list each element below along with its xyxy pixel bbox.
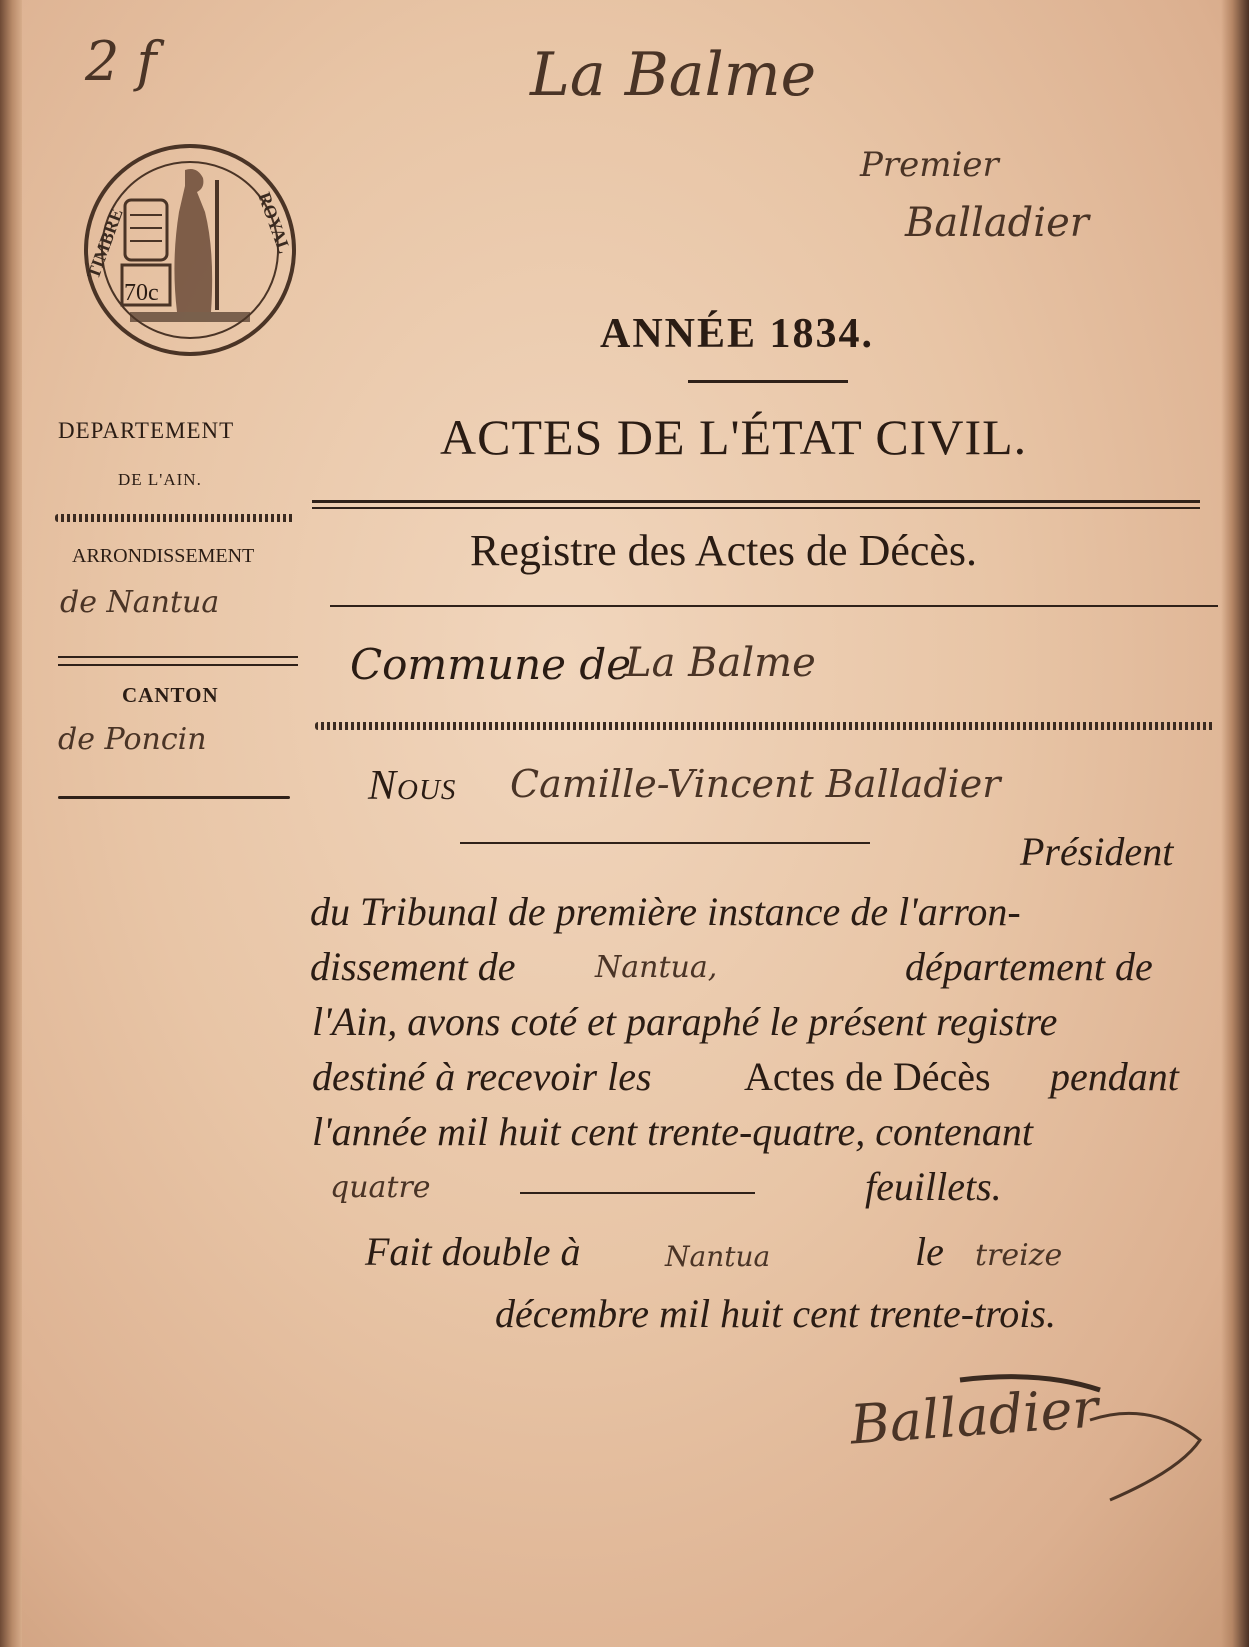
- body-line-7a: Fait double à: [365, 1229, 581, 1274]
- seal-value: 70c: [124, 280, 159, 306]
- document-title: ACTES DE L'ÉTAT CIVIL.: [440, 409, 1028, 465]
- body-line-7b: le: [915, 1229, 944, 1274]
- body-line-4a: destiné à recevoir les: [312, 1054, 652, 1099]
- body-line-3: l'Ain, avons coté et paraphé le présent registre: [312, 999, 1058, 1044]
- handwritten-premier: Premier: [860, 145, 999, 185]
- body-nous: Nous: [368, 763, 457, 809]
- body-line-6: feuillets.: [865, 1164, 1002, 1209]
- commune-value: La Balme: [625, 640, 816, 686]
- right-page-edge: [1221, 0, 1249, 1647]
- body-line-4b: Actes de Décès: [744, 1054, 991, 1099]
- sidebar-de-l-ain: DE L'AIN.: [118, 470, 202, 489]
- day-handwritten: treize: [975, 1238, 1063, 1273]
- sidebar-arrondissement: ARRONDISSEMENT: [72, 545, 255, 567]
- body-line-2a: dissement de: [310, 944, 516, 989]
- title-double-rule-top: [312, 500, 1200, 503]
- body-line-4c: pendant: [1050, 1054, 1179, 1099]
- name-underline: [460, 842, 870, 844]
- handwritten-commune-title: La Balme: [530, 40, 817, 110]
- fait-a-handwritten: Nantua: [665, 1240, 771, 1273]
- body-president: Président: [1020, 829, 1174, 874]
- ornament-rule: [688, 380, 848, 383]
- sidebar-rule-2: [58, 664, 298, 666]
- sidebar-arrondissement-value: de Nantua: [60, 585, 220, 620]
- sidebar-zigzag-rule: [55, 514, 295, 522]
- handwritten-price: 2 f: [85, 30, 157, 93]
- sidebar-rule-1: [58, 656, 298, 658]
- register-rule: [330, 605, 1218, 607]
- register-heading: Registre des Actes de Décès.: [470, 526, 978, 575]
- seal-text-left: TIMBRE: [82, 205, 127, 282]
- title-double-rule-bottom: [312, 507, 1200, 509]
- signature: Balladier: [848, 1376, 1101, 1457]
- feuillets-count: quatre: [330, 1170, 431, 1205]
- signature-flourish: [940, 1360, 1220, 1510]
- body-line-2b: département de: [905, 944, 1153, 989]
- body-line-8: décembre mil huit cent trente-trois.: [495, 1291, 1056, 1336]
- year-heading: ANNÉE 1834.: [600, 311, 875, 357]
- body-line-1: du Tribunal de première instance de l'arron-: [310, 889, 1021, 934]
- left-page-edge: [0, 0, 22, 1647]
- feuillets-underline: [520, 1192, 755, 1194]
- commune-zigzag-rule: [315, 722, 1215, 730]
- sidebar-departement: DEPARTEMENT: [58, 418, 235, 443]
- body-line-5: l'année mil huit cent trente-quatre, contenant: [312, 1109, 1033, 1154]
- sidebar-canton-value: de Poncin: [58, 722, 207, 757]
- president-name: Camille-Vincent Balladier: [510, 762, 1001, 806]
- timbre-royal-seal: [80, 140, 300, 360]
- handwritten-balladier-top: Balladier: [905, 200, 1089, 246]
- arrondissement-handwritten: Nantua,: [595, 950, 718, 985]
- commune-label: Commune de: [350, 640, 632, 689]
- sidebar-bottom-rule: [58, 796, 290, 799]
- sidebar-canton: CANTON: [122, 683, 219, 707]
- seal-text-right: ROYAL: [254, 189, 295, 256]
